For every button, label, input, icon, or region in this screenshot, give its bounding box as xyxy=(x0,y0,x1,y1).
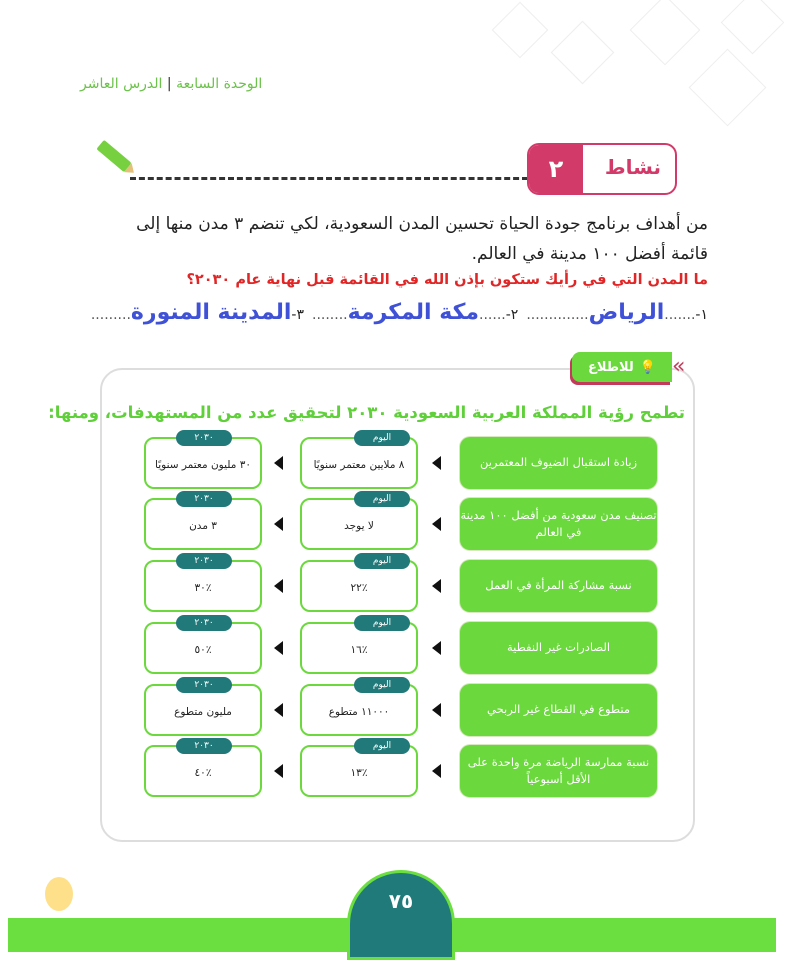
answer-city: المدينة المنورة xyxy=(130,300,292,325)
target-row xyxy=(0,433,800,489)
logo xyxy=(45,877,73,911)
goal-box: متطوع في القطاع غير الربحي xyxy=(460,684,657,736)
answers xyxy=(88,300,708,325)
double-chevron-icon: « xyxy=(672,354,686,379)
future-value: ٪٥٠ xyxy=(194,644,212,657)
unit-lesson-header xyxy=(80,76,262,92)
today-box xyxy=(300,556,418,612)
answer-2[interactable]: ٢-......مكة المكرمة........ xyxy=(312,300,519,325)
today-value: ٪١٦ xyxy=(350,644,368,657)
answer-number: ٢- xyxy=(505,307,519,323)
target-row xyxy=(0,680,800,736)
target-row xyxy=(0,618,800,674)
activity-heading xyxy=(527,143,677,195)
future-badge: ٢٠٣٠ xyxy=(176,491,232,507)
today-value: ٪٢٢ xyxy=(350,582,368,595)
arrow-left-icon xyxy=(274,579,283,593)
today-badge: اليوم xyxy=(354,615,410,631)
today-badge: اليوم xyxy=(354,677,410,693)
arrow-left-icon xyxy=(274,764,283,778)
today-box xyxy=(300,680,418,736)
future-box xyxy=(144,618,262,674)
future-value: ٪٤٠ xyxy=(194,767,212,780)
answer-city: مكة المكرمة xyxy=(347,300,480,325)
today-badge: اليوم xyxy=(354,430,410,446)
today-badge: اليوم xyxy=(354,491,410,507)
today-value: ٪١٣ xyxy=(350,767,368,780)
answer-1[interactable]: ١-.......الرياض.............. xyxy=(526,300,708,325)
answer-number: ٣- xyxy=(291,307,304,323)
arrow-left-icon xyxy=(274,517,283,531)
dashed-line xyxy=(130,177,528,180)
today-box xyxy=(300,618,418,674)
arrow-left-icon xyxy=(432,579,441,593)
target-row xyxy=(0,556,800,612)
future-badge: ٢٠٣٠ xyxy=(176,553,232,569)
arrow-left-icon xyxy=(432,641,441,655)
today-box xyxy=(300,741,418,797)
page-number: ٧٥ xyxy=(347,870,455,960)
today-value: لا يوجد xyxy=(344,520,374,533)
today-box xyxy=(300,433,418,489)
answer-number: ١- xyxy=(695,307,708,323)
future-badge: ٢٠٣٠ xyxy=(176,430,232,446)
arrow-left-icon xyxy=(432,703,441,717)
info-intro: تطمح رؤية المملكة العربية السعودية ٢٠٣٠ لتحقيق عدد من المستهدفات، ومنها: xyxy=(48,403,685,422)
info-tab xyxy=(572,352,672,382)
future-box xyxy=(144,680,262,736)
today-badge: اليوم xyxy=(354,738,410,754)
arrow-left-icon xyxy=(274,641,283,655)
future-badge: ٢٠٣٠ xyxy=(176,738,232,754)
future-value: ٣ مدن xyxy=(189,520,217,533)
future-box xyxy=(144,494,262,550)
future-value: ٣٠ مليون معتمر سنويًا xyxy=(155,459,251,472)
arrow-left-icon xyxy=(432,456,441,470)
goal-box: تصنيف مدن سعودية من أفضل ١٠٠ مدينة في العالم xyxy=(460,498,657,550)
arrow-left-icon xyxy=(274,456,283,470)
future-box xyxy=(144,433,262,489)
future-value: مليون متطوع xyxy=(174,706,232,719)
future-box xyxy=(144,556,262,612)
today-badge: اليوم xyxy=(354,553,410,569)
unit-label: الوحدة السابعة xyxy=(176,76,263,92)
activity-label: نشاط xyxy=(604,155,661,179)
info-tab-label: للاطلاع xyxy=(588,359,634,375)
target-row xyxy=(0,741,800,797)
today-box xyxy=(300,494,418,550)
future-box xyxy=(144,741,262,797)
answer-3[interactable]: ٣-المدينة المنورة......... xyxy=(90,300,304,325)
paragraph-line-2: قائمة أفضل ١٠٠ مدينة في العالم. xyxy=(471,244,708,264)
goal-box: زيادة استقبال الضيوف المعتمرين xyxy=(460,437,657,489)
paragraph-line-1: من أهداف برنامج جودة الحياة تحسين المدن السعودية، لكي تنضم ٣ مدن منها إلى xyxy=(136,214,708,234)
future-badge: ٢٠٣٠ xyxy=(176,615,232,631)
goal-box: نسبة مشاركة المرأة في العمل xyxy=(460,560,657,612)
arrow-left-icon xyxy=(432,764,441,778)
arrow-left-icon xyxy=(274,703,283,717)
goal-box: نسبة ممارسة الرياضة مرة واحدة على الأقل أسبوعياً xyxy=(460,745,657,797)
lesson-label: الدرس العاشر xyxy=(80,76,163,92)
goal-box: الصادرات غير النفطية xyxy=(460,622,657,674)
answer-city: الرياض xyxy=(588,300,665,325)
future-value: ٪٣٠ xyxy=(194,582,212,595)
today-value: ٨ ملايين معتمر سنويًا xyxy=(313,459,405,472)
activity-number: ٢ xyxy=(529,145,583,193)
question: ما المدن التي في رأيك ستكون بإذن الله في القائمة قبل نهاية عام ٢٠٣٠؟ xyxy=(186,272,708,288)
target-row xyxy=(0,494,800,550)
today-value: ١١٠٠٠ متطوع xyxy=(328,706,390,719)
future-badge: ٢٠٣٠ xyxy=(176,677,232,693)
arrow-left-icon xyxy=(432,517,441,531)
pencil-icon xyxy=(96,140,131,172)
lightbulb-icon: 💡 xyxy=(639,359,656,375)
separator: | xyxy=(166,76,172,92)
